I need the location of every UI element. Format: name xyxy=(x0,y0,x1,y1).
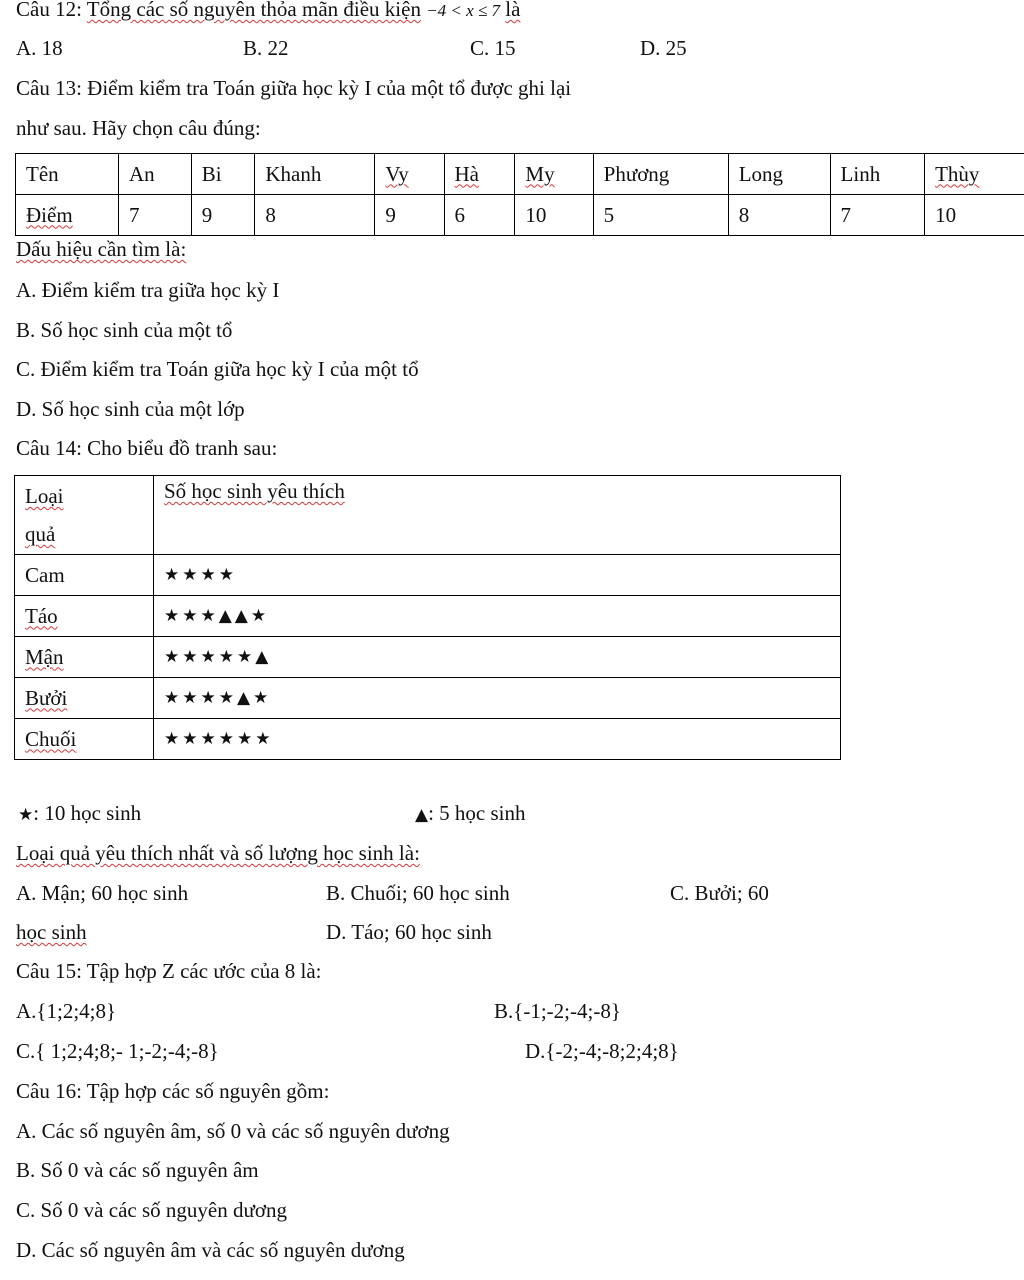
fruit-name: Cam xyxy=(15,555,154,596)
q14-prompt xyxy=(16,840,420,866)
q14-option-c-continued: học sinh xyxy=(16,920,87,944)
q13-option-a[interactable]: A. Điểm kiểm tra giữa học kỳ I xyxy=(16,278,280,302)
q13-prompt: Dấu hiệu cần tìm là: xyxy=(16,237,187,261)
fruit-name: Chuối xyxy=(15,719,154,760)
q15-title: Câu 15: Tập hợp Z các ước của 8 là: xyxy=(16,959,322,983)
name-cell: Thùy xyxy=(925,154,1024,195)
q16-option-d[interactable]: D. Các số nguyên âm và các số nguyên dương xyxy=(16,1238,405,1262)
name-cell: Vy xyxy=(375,154,444,195)
legend-half-text: : 5 học sinh xyxy=(428,801,526,825)
q13-option-b[interactable]: B. Số học sinh của một tổ xyxy=(16,318,233,342)
name-cell: Phương xyxy=(593,154,728,195)
q12-condition: −4 < x ≤ 7 xyxy=(426,1,501,20)
fruit-symbols: ★★★★★▲ xyxy=(154,637,841,678)
name-cell: Linh xyxy=(830,154,925,195)
pictograph-table xyxy=(14,475,841,760)
count-header-text: Số học sinh yêu thích xyxy=(164,479,345,503)
fruit-symbols: ★★★★ xyxy=(154,555,841,596)
q13-question-line2: như sau. Hãy chọn câu đúng: xyxy=(16,116,261,140)
count-header xyxy=(154,476,841,555)
score-cell: 9 xyxy=(191,195,255,236)
score-table-scores-row xyxy=(16,195,1024,236)
star-icon: ★ xyxy=(18,805,34,825)
fruit-type-header xyxy=(15,476,154,555)
scores-header: Điểm xyxy=(16,195,119,236)
q14-title: Câu 14: Cho biểu đồ tranh sau: xyxy=(16,436,278,460)
fruit-type-header-line1: Loại xyxy=(25,484,64,508)
name-cell: Khanh xyxy=(255,154,375,195)
q15-option-a[interactable]: A.{1;2;4;8} xyxy=(16,999,117,1023)
q12-question xyxy=(16,0,520,24)
score-cell: 10 xyxy=(925,195,1024,236)
q16-title: Câu 16: Tập hợp các số nguyên gồm: xyxy=(16,1079,330,1103)
score-cell: 5 xyxy=(593,195,728,236)
q12-option-a[interactable]: A. 18 xyxy=(16,36,63,60)
q16-option-a[interactable]: A. Các số nguyên âm, số 0 và các số nguyên dương xyxy=(16,1119,450,1143)
name-cell: An xyxy=(119,154,192,195)
score-cell: 6 xyxy=(444,195,515,236)
half-star-icon: ▲ xyxy=(415,805,429,825)
score-cell: 7 xyxy=(830,195,925,236)
fruit-symbols: ★★★★★★ xyxy=(154,719,841,760)
score-table-names-row xyxy=(16,154,1024,195)
q16-option-b[interactable]: B. Số 0 và các số nguyên âm xyxy=(16,1158,259,1182)
q12-text: Tổng các số nguyên thỏa mãn điều kiện xyxy=(86,0,421,21)
pictograph-row xyxy=(15,678,841,719)
score-cell: 8 xyxy=(255,195,375,236)
score-cell: 7 xyxy=(119,195,192,236)
q12-option-d[interactable]: D. 25 xyxy=(640,36,687,60)
q13-option-c[interactable]: C. Điểm kiểm tra Toán giữa học kỳ I của một tổ xyxy=(16,357,419,381)
name-cell: Long xyxy=(728,154,830,195)
q12-suffix: là xyxy=(505,0,521,21)
q12-label: Câu 12: xyxy=(16,0,87,21)
q15-option-d[interactable]: D.{-2;-4;-8;2;4;8} xyxy=(525,1039,679,1063)
score-cell: 9 xyxy=(375,195,444,236)
q12-option-c[interactable]: C. 15 xyxy=(470,36,516,60)
q14-option-c[interactable]: C. Bưởi; 60 xyxy=(670,881,769,905)
fruit-name: Táo xyxy=(15,596,154,637)
name-cell: My xyxy=(515,154,593,195)
q14-option-b[interactable]: B. Chuối; 60 học sinh xyxy=(326,881,510,905)
q14-option-a[interactable]: A. Mận; 60 học sinh xyxy=(16,881,189,905)
q16-option-c[interactable]: C. Số 0 và các số nguyên dương xyxy=(16,1198,287,1222)
pictograph-row xyxy=(15,555,841,596)
names-header: Tên xyxy=(16,154,119,195)
q13-option-d[interactable]: D. Số học sinh của một lớp xyxy=(16,397,245,421)
q14-option-d[interactable]: D. Táo; 60 học sinh xyxy=(326,920,492,944)
score-cell: 8 xyxy=(728,195,830,236)
name-cell: Bi xyxy=(191,154,255,195)
legend-star xyxy=(18,800,141,828)
q15-option-c[interactable]: C.{ 1;2;4;8;- 1;-2;-4;-8} xyxy=(16,1039,219,1063)
q13-question-line1: Câu 13: Điểm kiểm tra Toán giữa học kỳ I của một tổ được ghi lại xyxy=(16,76,572,100)
fruit-symbols: ★★★▲▲★ xyxy=(154,596,841,637)
fruit-name: Mận xyxy=(15,637,154,678)
pictograph-header-row xyxy=(15,476,841,555)
q12-option-b[interactable]: B. 22 xyxy=(243,36,289,60)
fruit-symbols: ★★★★▲★ xyxy=(154,678,841,719)
pictograph-row xyxy=(15,637,841,678)
score-cell: 10 xyxy=(515,195,593,236)
pictograph-row xyxy=(15,719,841,760)
fruit-name: Bưởi xyxy=(15,678,154,719)
legend-half xyxy=(415,800,526,828)
name-cell: Hà xyxy=(444,154,515,195)
legend-star-text: : 10 học sinh xyxy=(33,801,142,825)
score-table xyxy=(15,153,1024,236)
fruit-type-header-line2: quả xyxy=(25,522,56,546)
pictograph-row xyxy=(15,596,841,637)
q14-prompt-text: Loại quả yêu thích nhất và số lượng học sinh là: xyxy=(16,841,420,865)
q15-option-b[interactable]: B.{-1;-2;-4;-8} xyxy=(494,999,621,1023)
